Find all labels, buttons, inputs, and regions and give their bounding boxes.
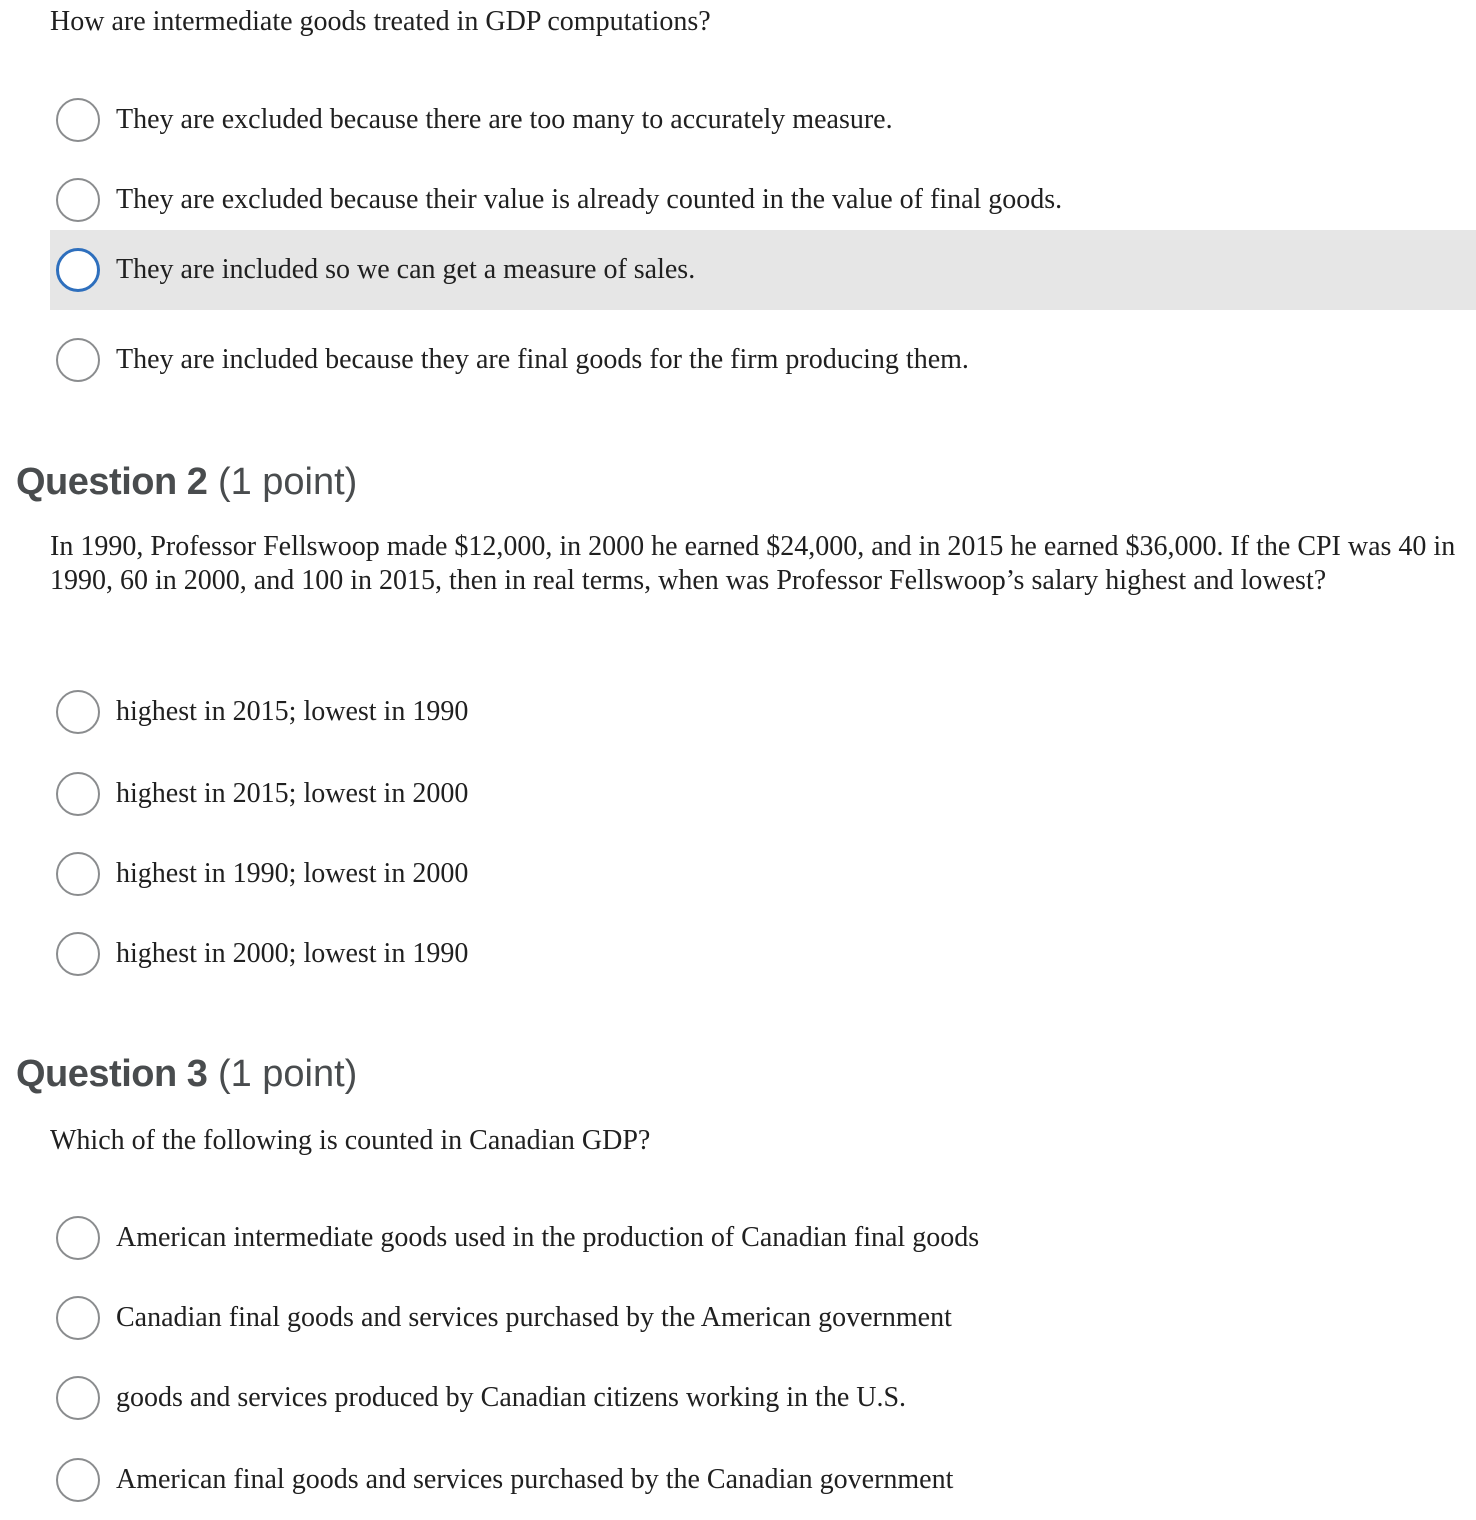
question-2-option-1[interactable] <box>50 672 1476 752</box>
question-3-heading <box>16 1052 357 1096</box>
radio-button[interactable] <box>56 248 100 292</box>
option-label: They are included so we can get a measure of sales. <box>116 254 696 285</box>
question-2-heading <box>16 460 357 504</box>
option-label: Canadian final goods and services purchased by the American government <box>116 1302 952 1333</box>
question-points: (1 point) <box>217 1053 358 1095</box>
question-3-prompt: Which of the following is counted in Canadian GDP? <box>50 1125 651 1156</box>
radio-button[interactable] <box>56 1376 100 1420</box>
question-points: (1 point) <box>217 461 358 503</box>
question-2-prompt: In 1990, Professor Fellswoop made $12,000, in 2000 he earned $24,000, and in 2015 he earned $36,000. If the CPI was 40 in 1990, 60 in 2000, and 100 in 2015, then in real terms, when was Professor Fellswoop’s salary highest and lowest? <box>50 531 1456 596</box>
radio-button[interactable] <box>56 1296 100 1340</box>
radio-button[interactable] <box>56 178 100 222</box>
radio-button[interactable] <box>56 338 100 382</box>
question-2-option-2[interactable] <box>50 754 1476 834</box>
radio-button[interactable] <box>56 1216 100 1260</box>
question-1-option-1[interactable] <box>50 80 1476 160</box>
option-label: highest in 2015; lowest in 2000 <box>116 778 469 809</box>
question-number: Question 3 <box>16 1053 208 1095</box>
radio-button[interactable] <box>56 690 100 734</box>
option-label: They are excluded because there are too many to accurately measure. <box>116 104 893 135</box>
option-label: highest in 2015; lowest in 1990 <box>116 696 469 727</box>
question-3-option-3[interactable] <box>50 1358 1476 1438</box>
option-label: highest in 1990; lowest in 2000 <box>116 858 469 889</box>
option-label: American final goods and services purchased by the Canadian government <box>116 1464 954 1495</box>
option-label: goods and services produced by Canadian citizens working in the U.S. <box>116 1382 907 1413</box>
question-1-prompt: How are intermediate goods treated in GDP computations? <box>50 6 711 37</box>
option-label: American intermediate goods used in the production of Canadian final goods <box>116 1222 980 1253</box>
question-2-option-3[interactable] <box>50 834 1476 914</box>
option-label: highest in 2000; lowest in 1990 <box>116 938 469 969</box>
radio-button[interactable] <box>56 932 100 976</box>
question-3-option-4[interactable] <box>50 1440 1476 1520</box>
radio-button[interactable] <box>56 98 100 142</box>
question-2-option-4[interactable] <box>50 914 1476 994</box>
question-1-option-2[interactable] <box>50 160 1476 240</box>
radio-button[interactable] <box>56 772 100 816</box>
question-1-option-3[interactable] <box>50 230 1476 310</box>
option-label: They are included because they are final goods for the firm producing them. <box>116 344 969 375</box>
question-3-option-2[interactable] <box>50 1278 1476 1358</box>
question-number: Question 2 <box>16 461 208 503</box>
radio-button[interactable] <box>56 1458 100 1502</box>
radio-button[interactable] <box>56 852 100 896</box>
question-3-option-1[interactable] <box>50 1198 1476 1278</box>
option-label: They are excluded because their value is already counted in the value of final goods. <box>116 184 1063 215</box>
question-1-option-4[interactable] <box>50 320 1476 400</box>
